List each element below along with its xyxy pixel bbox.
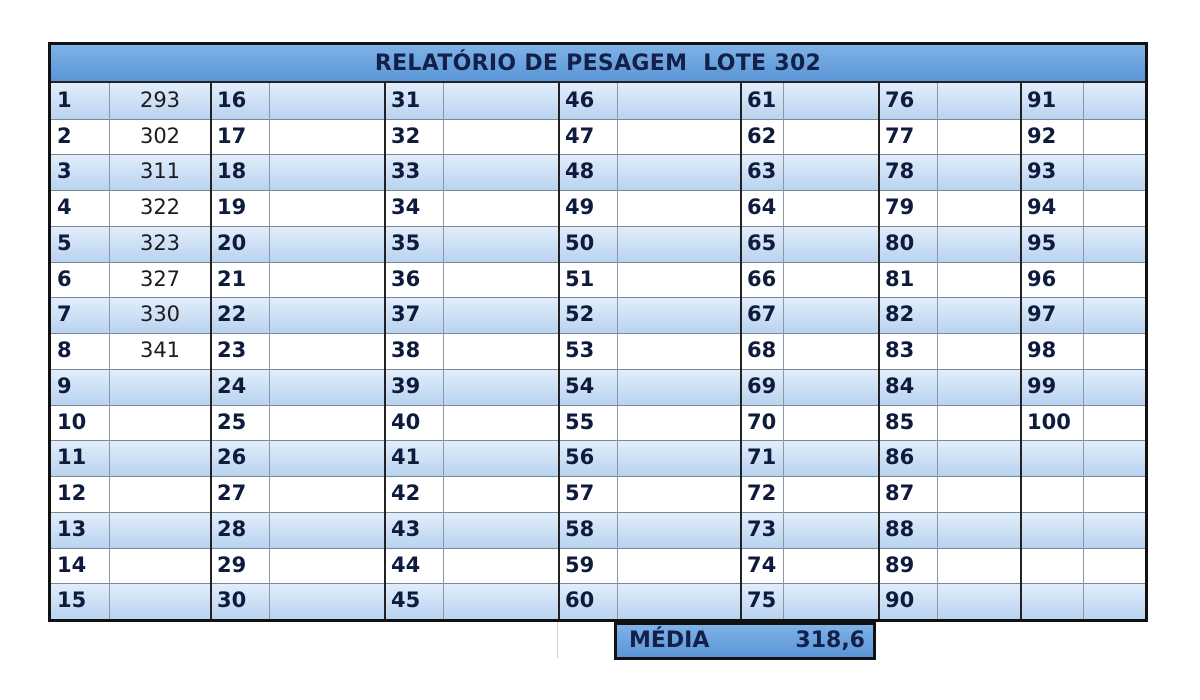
sample-number: 68 [747,338,777,363]
sample-number: 2 [57,123,72,148]
row-divider [51,190,1145,191]
sample-number: 92 [1027,123,1057,148]
sample-number: 16 [217,88,247,112]
table-row [51,297,1145,333]
sample-number: 81 [885,266,915,291]
sample-number: 29 [217,552,247,577]
sample-number: 8 [57,338,72,363]
row-divider [51,226,1145,227]
sample-weight: 341 [139,338,181,363]
value-column-divider [783,83,784,619]
sample-number: 78 [885,159,915,184]
value-column-divider [937,83,938,619]
sample-number: 1 [57,88,72,112]
sample-number: 49 [565,195,595,220]
sample-number: 95 [1027,230,1057,255]
sample-number: 44 [391,552,421,577]
sample-number: 45 [391,588,421,613]
sample-number: 48 [565,159,595,184]
sample-number: 54 [565,373,595,398]
table-row [51,476,1145,512]
sample-number: 50 [565,230,595,255]
sample-number: 3 [57,159,72,184]
sample-number: 71 [747,445,777,470]
sample-number: 89 [885,552,915,577]
table-row [51,440,1145,476]
sample-number: 69 [747,373,777,398]
column-group-divider [384,83,386,619]
sample-number: 19 [217,195,247,220]
sample-number: 41 [391,445,421,470]
sample-number: 15 [57,588,87,613]
sample-number: 53 [565,338,595,363]
table-row [51,548,1145,584]
sample-number: 20 [217,230,247,255]
sample-number: 31 [391,88,421,112]
sample-number: 23 [217,338,247,363]
sample-number: 76 [885,88,915,112]
sample-number: 37 [391,302,421,327]
sample-number: 17 [217,123,247,148]
sample-number: 98 [1027,338,1057,363]
row-divider [51,440,1145,441]
table-row [51,583,1145,619]
sample-number: 27 [217,481,247,506]
sample-number: 24 [217,373,247,398]
sample-number: 25 [217,409,247,434]
row-divider [51,333,1145,334]
table-row [51,369,1145,405]
row-divider [51,262,1145,263]
sample-number: 9 [57,373,72,398]
sample-number: 75 [747,588,777,613]
sample-number: 56 [565,445,595,470]
sample-number: 6 [57,266,72,291]
column-group-divider [878,83,880,619]
sample-number: 55 [565,409,595,434]
row-divider [51,119,1145,120]
table-row [51,333,1145,369]
sample-number: 66 [747,266,777,291]
table-row [51,262,1145,298]
sample-number: 83 [885,338,915,363]
table-row [51,83,1145,119]
report-title: RELATÓRIO DE PESAGEM LOTE 302 [51,45,1145,83]
sample-number: 100 [1027,409,1071,434]
value-column-divider [1083,83,1084,619]
row-divider [51,369,1145,370]
sample-number: 21 [217,266,247,291]
sample-number: 36 [391,266,421,291]
sample-number: 14 [57,552,87,577]
sample-number: 93 [1027,159,1057,184]
sample-number: 26 [217,445,247,470]
sample-number: 43 [391,516,421,541]
sample-number: 10 [57,409,87,434]
table-row [51,190,1145,226]
sample-number: 67 [747,302,777,327]
sample-number: 65 [747,230,777,255]
average-box [614,622,876,660]
sample-number: 79 [885,195,915,220]
row-divider [51,583,1145,584]
weights-grid [51,83,1145,619]
sample-number: 70 [747,409,777,434]
weighing-report-table [48,42,1148,622]
sample-number: 32 [391,123,421,148]
average-label: MÉDIA [629,628,710,653]
sample-number: 58 [565,516,595,541]
sample-number: 85 [885,409,915,434]
column-group-divider [558,83,560,619]
sample-number: 99 [1027,373,1057,398]
sample-weight: 322 [139,195,181,220]
sample-number: 57 [565,481,595,506]
sample-weight: 327 [139,266,181,291]
value-column-divider [269,83,270,619]
sample-number: 33 [391,159,421,184]
sample-number: 63 [747,159,777,184]
sample-number: 51 [565,266,595,291]
sample-number: 74 [747,552,777,577]
sample-number: 86 [885,445,915,470]
row-divider [51,297,1145,298]
sample-number: 64 [747,195,777,220]
table-row [51,119,1145,155]
sample-number: 40 [391,409,421,434]
sample-weight: 293 [139,88,181,112]
sample-number: 30 [217,588,247,613]
sample-weight: 330 [139,302,181,327]
sample-weight: 302 [139,123,181,148]
sample-number: 91 [1027,88,1057,112]
average-value: 318,6 [795,628,865,653]
sample-number: 96 [1027,266,1057,291]
row-divider [51,154,1145,155]
row-divider [51,548,1145,549]
sample-number: 77 [885,123,915,148]
column-group-divider [740,83,742,619]
sample-number: 34 [391,195,421,220]
table-row [51,512,1145,548]
table-row [51,405,1145,441]
sample-number: 73 [747,516,777,541]
row-divider [51,476,1145,477]
sample-number: 11 [57,445,87,470]
sample-number: 61 [747,88,777,112]
row-divider [51,512,1145,513]
sample-number: 72 [747,481,777,506]
sample-number: 62 [747,123,777,148]
sample-number: 13 [57,516,87,541]
sample-number: 39 [391,373,421,398]
sample-weight: 311 [139,159,181,184]
row-divider [51,405,1145,406]
column-group-divider [1020,83,1022,619]
sample-weight: 323 [139,230,181,255]
sample-number: 28 [217,516,247,541]
sample-number: 82 [885,302,915,327]
sample-number: 12 [57,481,87,506]
sample-number: 97 [1027,302,1057,327]
sheet-divider [557,622,558,658]
sample-number: 90 [885,588,915,613]
sample-number: 7 [57,302,72,327]
sample-number: 22 [217,302,247,327]
sample-number: 5 [57,230,72,255]
value-column-divider [617,83,618,619]
sample-number: 52 [565,302,595,327]
value-column-divider [443,83,444,619]
table-row [51,154,1145,190]
sample-number: 18 [217,159,247,184]
table-row [51,226,1145,262]
sample-number: 42 [391,481,421,506]
sample-number: 38 [391,338,421,363]
sample-number: 47 [565,123,595,148]
sample-number: 94 [1027,195,1057,220]
sample-number: 87 [885,481,915,506]
sample-number: 80 [885,230,915,255]
sample-number: 35 [391,230,421,255]
sample-number: 60 [565,588,595,613]
sample-number: 46 [565,88,595,112]
sample-number: 4 [57,195,72,220]
sample-number: 84 [885,373,915,398]
sample-number: 59 [565,552,595,577]
sample-number: 88 [885,516,915,541]
